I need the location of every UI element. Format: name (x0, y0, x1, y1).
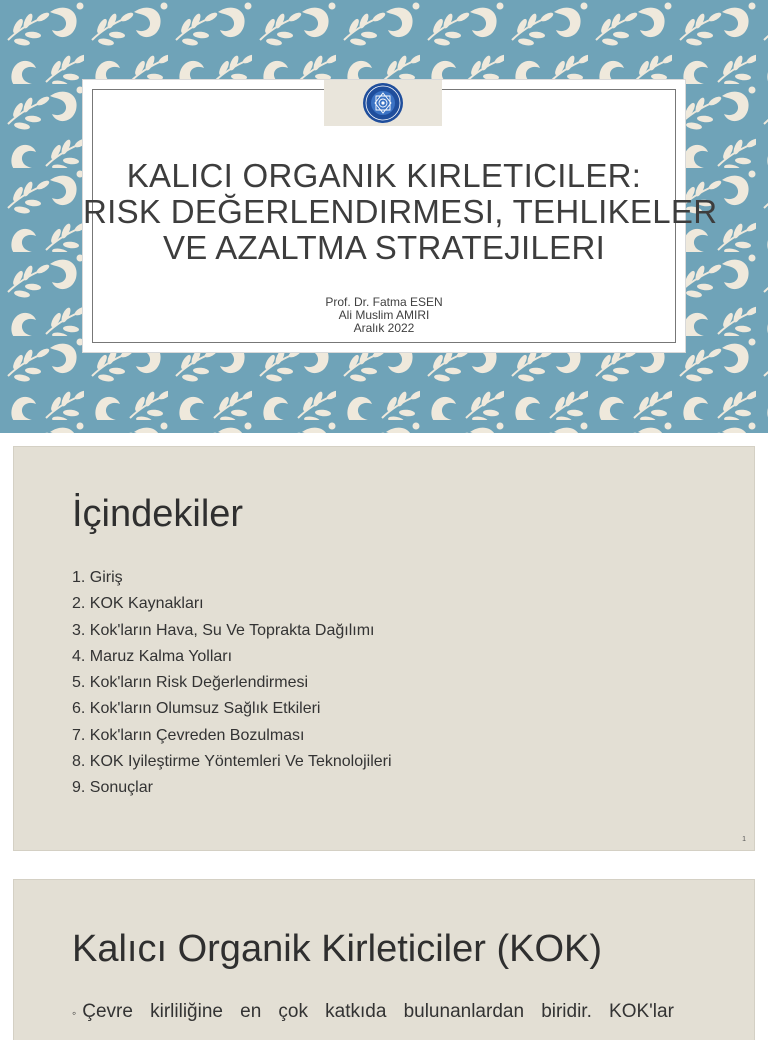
author-2: Ali Muslim AMIRI (338, 308, 430, 322)
title-slide (0, 0, 768, 433)
word: katkıda (325, 1001, 387, 1022)
toc-heading: İçindekiler (72, 493, 244, 535)
kok-paragraph (72, 1001, 674, 1025)
kok-definition-slide (14, 880, 754, 1040)
word: Çevre (82, 1001, 133, 1022)
kok-paragraph-line (82, 1001, 674, 1025)
toc-list (72, 565, 392, 802)
word: en (240, 1001, 262, 1022)
toc-item: 2. KOK Kaynakları (72, 595, 204, 613)
author-1: Prof. Dr. Fatma ESEN (325, 295, 443, 309)
logo-plate (324, 80, 442, 126)
title-line-2: RISK DEĞERLENDIRMESI, TEHLIKELER (83, 193, 718, 230)
word: biridir. (541, 1001, 592, 1022)
toc-slide (14, 447, 754, 850)
slide-page-number: 1 (742, 836, 746, 843)
kok-heading: Kalıcı Organik Kirleticiler (KOK) (72, 928, 603, 970)
toc-item: 6. Kok'ların Olumsuz Sağlık Etkileri (72, 700, 321, 718)
presentation-date: Aralık 2022 (353, 321, 415, 335)
title-line-1: KALICI ORGANIK KIRLETICILER: (126, 157, 642, 194)
word: KOK'lar (609, 1001, 674, 1022)
word: bulunanlardan (403, 1001, 525, 1022)
toc-item: 4. Maruz Kalma Yolları (72, 647, 233, 665)
title-line-3: VE AZALTMA STRATEJILERI (162, 229, 606, 266)
toc-item: 1. Giriş (72, 569, 123, 586)
word: çok (278, 1001, 308, 1022)
university-seal-icon (359, 81, 407, 125)
toc-item: 5. Kok'ların Risk Değerlendirmesi (72, 674, 309, 692)
toc-item: 8. KOK Iyileştirme Yöntemleri Ve Teknolojileri (72, 753, 392, 771)
title-card (83, 80, 718, 352)
toc-item: 3. Kok'ların Hava, Su Ve Toprakta Dağılımı (72, 621, 375, 639)
word: kirliliğine (150, 1001, 223, 1022)
toc-item: 9. Sonuçlar (72, 779, 153, 797)
toc-item: 7. Kok'ların Çevreden Bozulması (72, 726, 305, 744)
presentation-title (83, 157, 718, 266)
author-block (83, 296, 685, 335)
bullet-icon: ◦ (72, 1006, 77, 1020)
